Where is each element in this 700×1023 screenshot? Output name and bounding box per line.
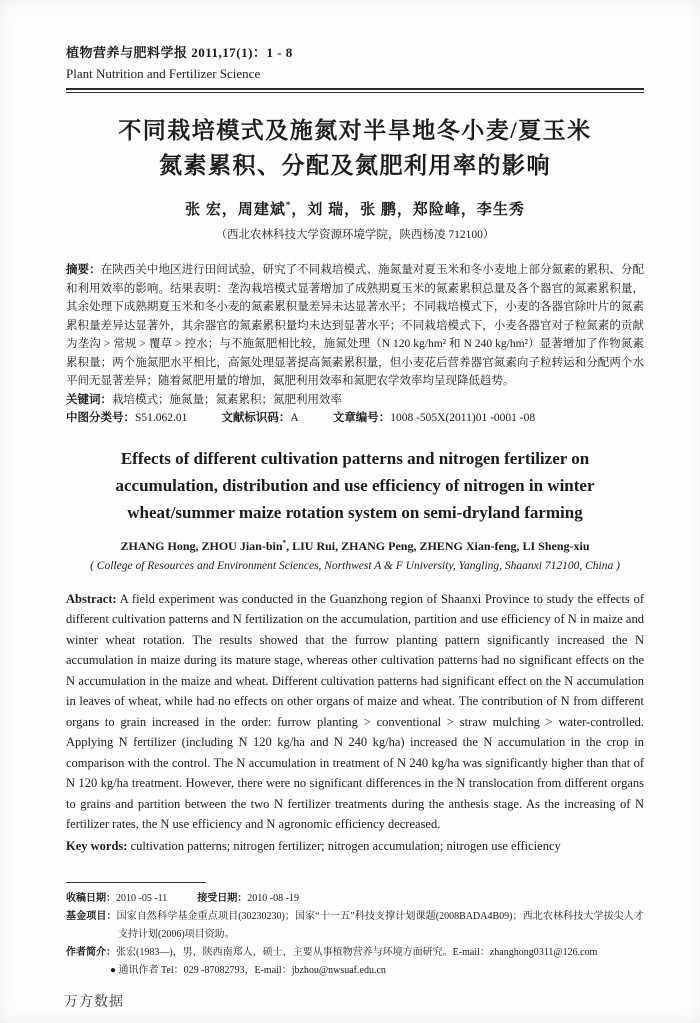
affiliation-en: ( College of Resources and Environment Sciences, Northwest A & F University, Yangling, Shaanxi 712100, China ) (90, 559, 620, 572)
abstract-en (66, 589, 644, 835)
article-title-en (66, 445, 644, 526)
footnote-divider (66, 882, 206, 883)
corresponding-author-mark: * (285, 200, 292, 210)
authors-cn-part2: ，刘 瑞，张 鹏，郑险峰，李生秀 (291, 202, 525, 218)
document-code (221, 409, 298, 428)
bio-label: 作者简介： (66, 947, 116, 958)
accepted-value: 2010 -08 -19 (247, 893, 299, 904)
affiliation-cn: （西北农林科技大学资源环境学院，陕西杨凌 712100） (215, 229, 495, 241)
keywords-cn (66, 391, 644, 410)
corresponding-author-mark-en: * (282, 538, 287, 547)
wanfang-watermark: 万方数据 (64, 993, 124, 1009)
article-id-value: 1008 -505X(2011)01 -0001 -08 (390, 412, 536, 424)
footnotes (66, 890, 644, 980)
article-title-cn (66, 113, 644, 183)
funding-line (66, 908, 644, 944)
funding-label: 基金项目： (66, 911, 117, 922)
authors-en-part2: , LIU Rui, ZHANG Peng, ZHENG Xian-feng, LI Sheng-xiu (286, 538, 590, 553)
abstract-cn-label: 摘要： (66, 264, 101, 276)
keywords-en (66, 836, 644, 857)
keywords-en-text: cultivation patterns; nitrogen fertilizer; nitrogen accumulation; nitrogen use efficiency (130, 838, 561, 853)
abstract-en-text: A field experiment was conducted in the Guanzhong region of Shaanxi Province to study the effects of different cultivation patterns and N fertilization on the accumulation, partition and use efficiency of N in maize and winter wheat rotation. The results showed that the furrow planting pattern significantly increased the N accumulation in maize during its mature stage, whereas other cultivation patterns had no significant effects on the N accumulation in the maize and wheat. Different cultivation patterns had significant effect on the N accumulation in leaves of wheat, while had no effects on other organs of maize and wheat. The contribution of N from different organs to grain increased in the order: furrow planting > conventional > straw mulching > water-controlled. Applying N fertilizer (including N 120 kg/ha and N 240 kg/ha) increased the N accumulation in the crop in comparison with the control. The N accumulation in treatment of N 240 kg/ha was significantly higher than that of N 120 kg/ha treatment. However, there were no significant differences in the N translocation from different organs to grains and partition between the two N fertilizer treatments during the anthesis stage. As the increasing of N fertilizer rates, the N use efficiency and N agronomic efficiency decreased. (66, 591, 644, 831)
authors-en-part1: ZHANG Hong, ZHOU Jian-bin (120, 538, 283, 553)
authors-cn-part1: 张 宏，周建斌 (185, 202, 286, 218)
received-value: 2010 -05 -11 (116, 893, 168, 904)
article-id-label: 文章编号： (332, 412, 391, 424)
keywords-cn-label: 关键词： (66, 393, 112, 406)
article-title-cn-line2: 氮素累积、分配及氮肥利用率的影响 (159, 153, 551, 178)
article-title-en-line3: wheat/summer maize rotation system on semi-dryland farming (127, 502, 583, 522)
clc-number (66, 409, 187, 428)
authors-en (66, 539, 644, 554)
doc-code-label: 文献标识码： (221, 412, 291, 424)
abstract-cn (66, 261, 644, 391)
keywords-en-label: Key words: (66, 838, 128, 853)
article-title-en-line1: Effects of different cultivation patterns and nitrogen fertilizer on (120, 448, 590, 468)
dates-line (66, 890, 644, 908)
authors-cn (66, 198, 644, 219)
doc-code-value: A (290, 412, 299, 424)
clc-value: S51.062.01 (135, 412, 188, 424)
corresponding-author-line: ● 通讯作者 Tel：029 -87082793，E-mail：jbzhou@nwsuaf.edu.cn (110, 965, 386, 976)
journal-title-cn: 植物营养与肥料学报 2011,17(1)：1 - 8 (66, 45, 293, 60)
abstract-cn-text: 在陕西关中地区进行田间试验，研究了不同栽培模式、施氮量对夏玉米和冬小麦地上部分氮素的累积、分配和利用效率的影响。结果表明：垄沟栽培模式显著增加了成熟期夏玉米的氮素累积总量及各个器官的氮素累积量，其余处理下成熟期夏玉米和冬小麦的氮素累积量差异未达显著水平；不同栽培模式下，小麦的各器官除叶片的氮素累积量差异达显著外，其余器官的氮素累积量均未达到显著水平；不同栽培模式下，小麦各器官对子粒氮素的贡献为垄沟 > 常规 > 覆草 > 控水；与不施氮肥相比较，施氮处理（N 120 kg/hm² 和 N 240 kg/hm²）显著增加了作物氮素累积量；两个施氮肥水平相比，高氮处理显著提高氮素累积量，但小麦花后营养器官氮素向子粒转运和分配两个水平间无显著差异；随着氮肥用量的增加，氮肥利用效率和氮肥农学效率均呈现降低趋势。 (66, 264, 644, 387)
received-label: 收稿日期： (66, 893, 116, 904)
keywords-cn-text: 栽培模式；施氮量；氮素累积；氮肥利用效率 (112, 393, 342, 406)
article-id (333, 409, 535, 428)
bio-value: 张宏(1983—)，男，陕西南郑人，硕士，主要从事植物营养与环境方面研究。E-mail：zhanghong0311@126.com (116, 947, 598, 958)
article-title-cn-line1: 不同栽培模式及施氮对半旱地冬小麦/夏玉米 (118, 118, 592, 143)
accepted-label: 接受日期： (197, 893, 248, 904)
author-bio-line (66, 944, 644, 962)
abstract-en-label: Abstract: (66, 591, 117, 606)
header-divider (66, 88, 644, 93)
journal-title-en: Plant Nutrition and Fertilizer Science (66, 66, 261, 81)
clc-label: 中图分类号： (66, 412, 135, 424)
funding-value: 国家自然科学基金重点项目(30230230)；国家“十一五”科技支撑计划课题(2008BADA4B09)；西北农林科技大学拔尖人才支持计划(2006)项目资助。 (116, 911, 645, 940)
meta-line (66, 409, 644, 428)
article-title-en-line2: accumulation, distribution and use efficiency of nitrogen in winter (115, 475, 595, 495)
